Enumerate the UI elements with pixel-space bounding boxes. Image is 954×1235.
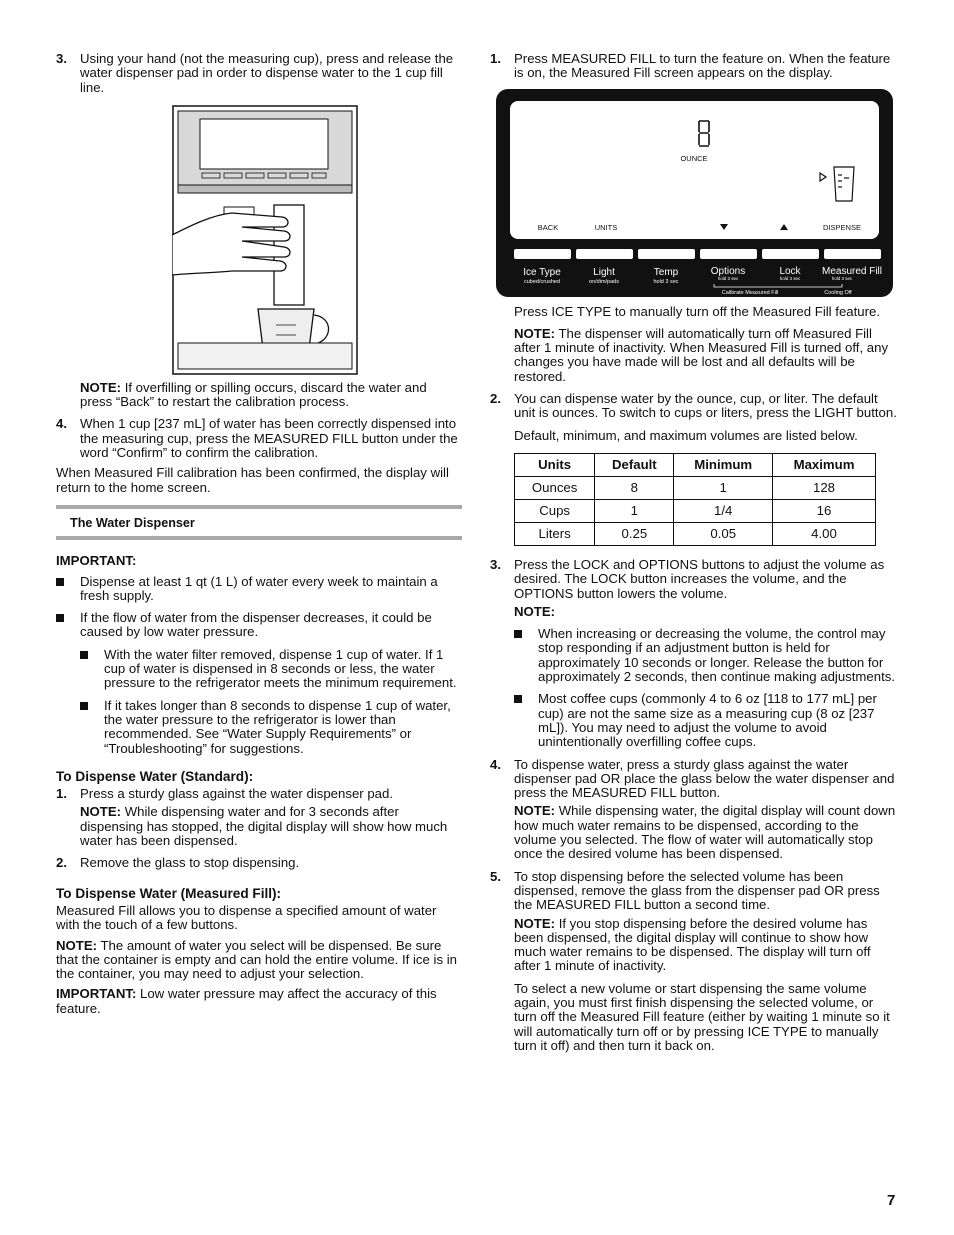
step-number: 5. bbox=[490, 868, 501, 884]
left-column bbox=[56, 52, 462, 1024]
final-paragraph bbox=[490, 982, 898, 1053]
step-number: 1. bbox=[56, 786, 67, 802]
step-text: Remove the glass to stop dispensing. bbox=[80, 855, 300, 871]
step-text: When 1 cup [237 mL] of water has been correctly dispensed into the measuring cup, press the MEASURED FILL button under the word “Confirm” to confirm the calibration. bbox=[80, 416, 458, 461]
std-step-2 bbox=[56, 856, 462, 870]
button-temp-sub: hold 3 sec bbox=[653, 278, 679, 285]
header-maximum: Maximum bbox=[773, 453, 876, 476]
right-column bbox=[490, 52, 898, 1061]
list-item bbox=[56, 575, 462, 604]
step-number: 3. bbox=[490, 556, 501, 572]
note-text: If you stop dispensing before the desired volume has been dispensed, the digital display will continue to show how much water remains to be dispensed. The display will turn off after 1 minute of inactivity. bbox=[514, 915, 871, 974]
table-cell: 1 bbox=[595, 499, 674, 522]
screen-label-dispense: DISPENSE bbox=[823, 222, 861, 232]
unit-label: OUNCE bbox=[680, 153, 708, 163]
bullet-text: If the flow of water from the dispenser decreases, it could be caused by low water pressure. bbox=[80, 610, 432, 640]
note-4 bbox=[490, 804, 898, 861]
bracket-cooling: Cooling Off bbox=[824, 289, 852, 296]
important-label bbox=[56, 554, 462, 568]
measured-fill-heading: To Dispense Water (Measured Fill): bbox=[56, 885, 282, 901]
screen-label-back: BACK bbox=[537, 222, 559, 232]
bullet-text: Dispense at least 1 qt (1 L) of water every week to maintain a fresh supply. bbox=[80, 573, 438, 603]
display-digit: 8 bbox=[686, 146, 687, 148]
table-cell: 16 bbox=[773, 499, 876, 522]
table-row bbox=[515, 499, 876, 522]
mf-step-4 bbox=[490, 758, 898, 801]
note-text: While dispensing water, the digital display will count down how much water remains to be dispensed, according to the volume you selected. The flow of water will automatically stop once the desired volume has been dispensed. bbox=[514, 803, 896, 862]
important-text: Low water pressure may affect the accuracy of this feature. bbox=[56, 986, 437, 1016]
table-cell: Cups bbox=[515, 499, 595, 522]
step-number: 3. bbox=[56, 51, 67, 66]
mf-step-3 bbox=[490, 558, 898, 601]
mf-important bbox=[56, 987, 462, 1016]
table-row bbox=[515, 476, 876, 499]
icetype-paragraph bbox=[490, 305, 898, 319]
list-item bbox=[80, 648, 462, 691]
list-item bbox=[514, 627, 898, 684]
std-step-1 bbox=[56, 787, 462, 801]
button-lock[interactable]: Lock bbox=[779, 265, 801, 277]
step-4 bbox=[56, 417, 462, 460]
note-label-block bbox=[490, 605, 898, 619]
table-cell: Liters bbox=[515, 522, 595, 545]
note-overfill bbox=[56, 381, 462, 410]
table-header-row bbox=[515, 453, 876, 476]
note-label: NOTE: bbox=[80, 379, 122, 395]
bullet-icon bbox=[514, 695, 522, 703]
button-options[interactable]: Options bbox=[710, 265, 746, 277]
bullet-text: If it takes longer than 8 seconds to dispense 1 cup of water, the water pressure to the refrigerator is lower than recommended. See “Water Supply Requirements” or “Troubleshooting” for suggestions. bbox=[104, 697, 451, 756]
important-label: IMPORTANT: bbox=[56, 986, 137, 1002]
header-units: Units bbox=[515, 453, 595, 476]
button-ice-type[interactable]: Ice Type bbox=[523, 266, 561, 278]
table-cell: 0.25 bbox=[595, 522, 674, 545]
paragraph-text: Default, minimum, and maximum volumes are listed below. bbox=[514, 427, 858, 443]
step-number: 4. bbox=[490, 756, 501, 772]
header-default: Default bbox=[595, 453, 674, 476]
table-cell: 1 bbox=[674, 476, 773, 499]
step-number: 2. bbox=[490, 391, 501, 407]
volume-table bbox=[514, 453, 876, 546]
table-cell: 128 bbox=[773, 476, 876, 499]
note-label: NOTE: bbox=[80, 804, 122, 820]
page-number: 7 bbox=[887, 1192, 896, 1209]
step-3 bbox=[56, 52, 462, 95]
step-text: To dispense water, press a sturdy glass against the water dispenser pad OR place the glass below the water dispenser and press the MEASURED FILL button. bbox=[514, 756, 895, 801]
std-note bbox=[56, 805, 462, 848]
screen-label-units: UNITS bbox=[594, 222, 618, 232]
bullet-text: With the water filter removed, dispense 1 cup of water. If 1 cup of water is dispensed in 8 seconds or less, the water pressure to the refrigerator meets the minimum requirement. bbox=[104, 646, 457, 691]
note-label: NOTE: bbox=[514, 325, 556, 341]
step-text: Press a sturdy glass against the water dispenser pad. bbox=[80, 786, 394, 802]
note-text: The amount of water you select will be dispensed. Be sure that the container is empty and can hold the entire volume. If ice is in the container, you may need to adjust your selection. bbox=[56, 937, 457, 982]
note-label: NOTE: bbox=[56, 937, 98, 953]
mf-step-5 bbox=[490, 870, 898, 913]
step-text: You can dispense water by the ounce, cup, or liter. The default unit is ounces. To switch to cups or liters, press the LIGHT button. bbox=[514, 391, 897, 421]
note-label: NOTE: bbox=[514, 603, 556, 619]
bullet-icon bbox=[56, 578, 64, 586]
note-text: If overfilling or spilling occurs, discard the water and press “Back” to restart the calibration process. bbox=[80, 379, 427, 410]
mf-step-2 bbox=[490, 392, 898, 421]
step-text: To stop dispensing before the selected volume has been dispensed, remove the glass from the dispenser pad OR press the MEASURED FILL button a second time. bbox=[514, 868, 880, 913]
note-label: NOTE: bbox=[514, 803, 556, 819]
table-cell: 8 bbox=[595, 476, 674, 499]
note-auto-off bbox=[490, 327, 898, 384]
step-number: 1. bbox=[490, 51, 501, 66]
bracket-calibrate: Calibrate Measured Fill bbox=[721, 289, 779, 296]
bullet-icon bbox=[56, 614, 64, 622]
mf-step-1 bbox=[490, 52, 898, 81]
button-lock-sub: hold 3 sec bbox=[779, 275, 801, 281]
note-5 bbox=[490, 917, 898, 974]
section-title: The Water Dispenser bbox=[56, 505, 462, 540]
button-light-sub: on/dim/pads bbox=[589, 278, 619, 285]
bullet-icon bbox=[80, 651, 88, 659]
step-number: 4. bbox=[56, 416, 67, 432]
list-item bbox=[514, 692, 898, 749]
mf-intro: Measured Fill allows you to dispense a specified amount of water with the touch of a few buttons. bbox=[56, 902, 437, 933]
button-measured-fill[interactable]: Measured Fill bbox=[821, 265, 883, 277]
table-cell: 1/4 bbox=[674, 499, 773, 522]
table-cell: 4.00 bbox=[773, 522, 876, 545]
step-text: Press the LOCK and OPTIONS buttons to adjust the volume as desired. The LOCK button increases the volume, and the OPTIONS button lowers the volume. bbox=[514, 556, 885, 601]
button-measured-fill-sub: hold 3 sec bbox=[831, 275, 853, 281]
button-options-sub: hold 3 sec bbox=[717, 275, 739, 281]
button-light[interactable]: Light bbox=[593, 266, 615, 278]
table-cell: Ounces bbox=[515, 476, 595, 499]
note-label: NOTE: bbox=[514, 915, 556, 931]
dispenser-illustration bbox=[172, 105, 358, 375]
header-minimum: Minimum bbox=[674, 453, 773, 476]
bullet-text: When increasing or decreasing the volume, the control may stop responding if an adjustment button is held for approximately 10 seconds or longer. Release the button for approximately 2 seconds, then continue making adjustments. bbox=[538, 626, 895, 685]
defaults-text bbox=[490, 429, 898, 443]
control-panel-illustration bbox=[496, 89, 893, 297]
calibration-confirmed-text: When Measured Fill calibration has been confirmed, the display will return to the home screen. bbox=[56, 465, 449, 495]
note-text: The dispenser will automatically turn off Measured Fill after 1 minute of inactivity. When Measured Fill is turned off, any changes you have made will be lost and all defaults will be restored. bbox=[514, 325, 889, 384]
table-row bbox=[515, 522, 876, 545]
bullet-icon bbox=[80, 702, 88, 710]
table-cell: 0.05 bbox=[674, 522, 773, 545]
step-number: 2. bbox=[56, 855, 67, 871]
bullet-text: Most coffee cups (commonly 4 to 6 oz [118 to 177 mL] per cup) are not the same size as a measuring cup (8 oz [237 mL]). You may need to adjust the volume to avoid unintentionally overfilling coffee cups. bbox=[538, 691, 877, 750]
button-ice-type-sub: cubed/crushed bbox=[523, 278, 561, 285]
note-text: While dispensing water and for 3 seconds after dispensing has stopped, the digital display will show how much water has been dispensed. bbox=[80, 804, 448, 849]
important-text: IMPORTANT: bbox=[56, 553, 137, 569]
mf-note bbox=[56, 939, 462, 982]
step-text: Press MEASURED FILL to turn the feature on. When the feature is on, the Measured Fill screen appears on the display. bbox=[514, 51, 891, 81]
paragraph-text: To select a new volume or start dispensing the same volume again, you must first finish dispensing the selected volume, or turn off the Measured Fill feature (either by waiting 1 minute so it will automatically turn off or by pressing ICE TYPE to manually turn it off) and then turn it back on. bbox=[514, 980, 890, 1053]
list-item bbox=[80, 699, 462, 756]
button-temp[interactable]: Temp bbox=[653, 266, 679, 278]
paragraph-text: Press ICE TYPE to manually turn off the Measured Fill feature. bbox=[514, 303, 880, 319]
bullet-icon bbox=[514, 630, 522, 638]
list-item bbox=[56, 611, 462, 640]
step-text: Using your hand (not the measuring cup), press and release the water dispenser pad in order to dispense water to the 1 cup fill line. bbox=[80, 51, 454, 95]
standard-heading: To Dispense Water (Standard): bbox=[56, 768, 254, 784]
